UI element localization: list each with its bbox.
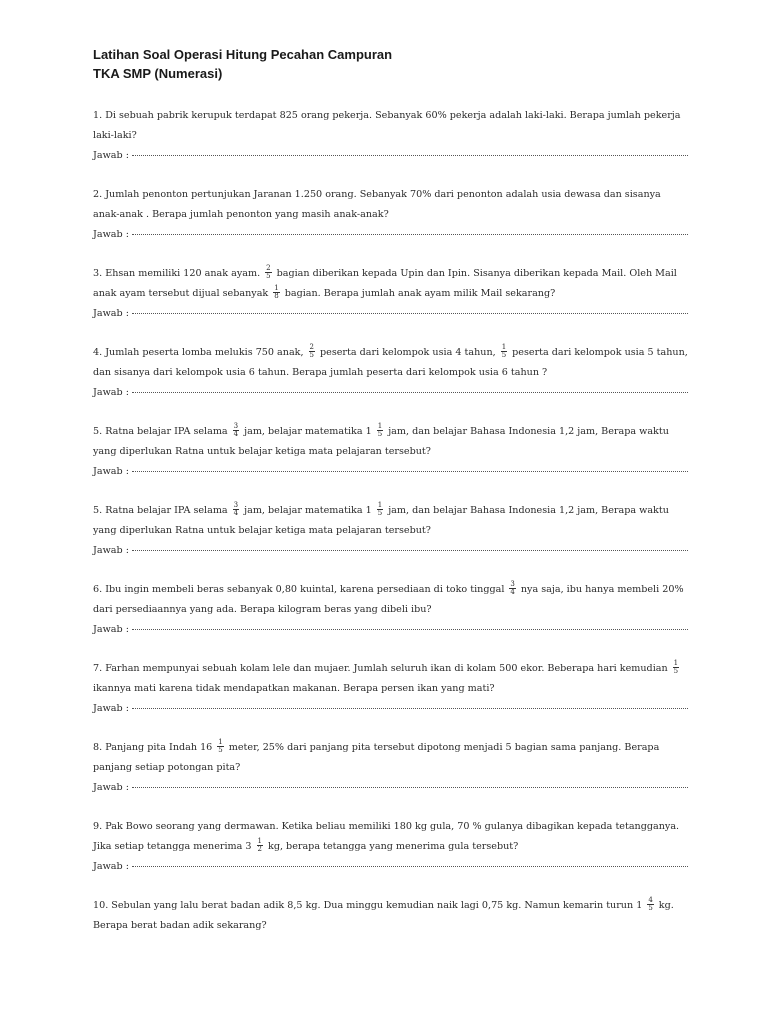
fraction-numerator: 1 <box>377 422 383 430</box>
answer-line[interactable] <box>93 541 688 561</box>
answer-label: Jawab : <box>93 703 129 714</box>
fraction-denominator: 4 <box>233 430 239 438</box>
question-text-segment: bagian diberikan kepada Upin dan Ipin. Sisanya diberikan kepada Mail. Oleh Mail anak ayam tersebut dijual sebanyak <box>93 268 677 299</box>
question-item <box>93 343 688 403</box>
answer-line[interactable] <box>93 146 688 166</box>
question-text <box>93 106 688 146</box>
answer-dotted-line[interactable] <box>132 707 688 709</box>
question-text-segment: 3. Ehsan memiliki 120 anak ayam. <box>93 268 261 279</box>
question-text-segment: jam, belajar matematika 1 <box>244 426 372 437</box>
fraction <box>233 502 239 517</box>
answer-line[interactable] <box>93 225 688 245</box>
fraction-denominator: 2 <box>257 845 262 853</box>
question-text-segment: 5. Ratna belajar IPA selama <box>93 505 228 516</box>
question-item <box>93 896 688 936</box>
question-text <box>93 896 688 936</box>
question-text-segment: peserta dari kelompok usia 4 tahun, <box>320 347 496 358</box>
question-text-segment: 4. Jumlah peserta lomba melukis 750 anak, <box>93 347 304 358</box>
fraction-denominator: 5 <box>218 746 223 754</box>
question-text <box>93 580 688 620</box>
fraction-denominator: 5 <box>377 509 383 517</box>
answer-label: Jawab : <box>93 150 129 161</box>
question-text-segment: kg. Berapa berat badan adik sekarang? <box>93 900 674 931</box>
question-item <box>93 106 688 166</box>
question-text-segment: 6. Ibu ingin membeli beras sebanyak 0,80 kuintal, karena persediaan di toko tinggal <box>93 584 505 595</box>
question-text-segment: jam, dan belajar Bahasa Indonesia 1,2 jam, Berapa waktu yang diperlukan Ratna untuk belajar ketiga mata pelajaran tersebut? <box>93 505 669 536</box>
fraction-numerator: 1 <box>377 501 383 509</box>
question-text <box>93 738 688 778</box>
fraction-denominator: 5 <box>309 351 315 359</box>
question-text-segment: 2. Jumlah penonton pertunjukan Jaranan 1.250 orang. Sebanyak 70% dari penonton adalah usia dewasa dan sisanya anak-anak . Berapa jumlah penonton yang masih anak-anak? <box>93 189 661 220</box>
question-text-segment: ikannya mati karena tidak mendapatkan makanan. Berapa persen ikan yang mati? <box>93 683 495 694</box>
answer-label: Jawab : <box>93 545 129 556</box>
answer-dotted-line[interactable] <box>132 549 688 551</box>
fraction-numerator: 3 <box>233 422 239 430</box>
fraction-denominator: 5 <box>673 667 679 675</box>
answer-label: Jawab : <box>93 624 129 635</box>
answer-label: Jawab : <box>93 466 129 477</box>
question-item <box>93 580 688 640</box>
fraction-numerator: 3 <box>233 501 239 509</box>
fraction <box>309 344 315 359</box>
question-text-segment: 8. Panjang pita Indah 16 <box>93 742 213 753</box>
fraction-denominator: 4 <box>233 509 239 517</box>
fraction-denominator: 5 <box>648 904 653 912</box>
fraction-numerator: 1 <box>218 738 223 746</box>
fraction-numerator: 2 <box>309 343 315 351</box>
question-text <box>93 817 688 857</box>
answer-line[interactable] <box>93 778 688 798</box>
fraction <box>647 897 653 912</box>
answer-line[interactable] <box>93 462 688 482</box>
question-list <box>93 106 688 936</box>
question-text-segment: peserta dari kelompok usia 5 tahun, dan sisanya dari kelompok usia 6 tahun. Berapa jumlah peserta dari kelompok usia 6 tahun ? <box>93 347 688 378</box>
answer-dotted-line[interactable] <box>132 391 688 393</box>
answer-dotted-line[interactable] <box>132 233 688 235</box>
question-text-segment: 1. Di sebuah pabrik kerupuk terdapat 825 orang pekerja. Sebanyak 60% pekerja adalah laki-laki. Berapa jumlah pekerja laki-laki? <box>93 110 681 141</box>
answer-label: Jawab : <box>93 229 129 240</box>
fraction-denominator: 4 <box>510 588 515 596</box>
answer-line[interactable] <box>93 304 688 324</box>
question-item <box>93 501 688 561</box>
fraction-numerator: 3 <box>510 580 515 588</box>
fraction-numerator: 1 <box>501 343 507 351</box>
question-text-segment: 9. Pak Bowo seorang yang dermawan. Ketika beliau memiliki 180 kg gula, 70 % gulanya dibagikan kepada tetangganya. Jika setiap tetangga menerima 3 <box>93 821 680 852</box>
question-item <box>93 817 688 877</box>
answer-dotted-line[interactable] <box>132 470 688 472</box>
fraction <box>217 739 223 754</box>
question-text-segment: 5. Ratna belajar IPA selama <box>93 426 228 437</box>
fraction-denominator: 8 <box>274 292 279 300</box>
worksheet-subtitle: TKA SMP (Numerasi) <box>93 66 223 81</box>
answer-line[interactable] <box>93 383 688 403</box>
answer-label: Jawab : <box>93 308 129 319</box>
fraction <box>501 344 507 359</box>
answer-dotted-line[interactable] <box>132 786 688 788</box>
fraction <box>233 423 239 438</box>
question-item <box>93 422 688 482</box>
question-item <box>93 185 688 245</box>
question-text-segment: kg, berapa tetangga yang menerima gula tersebut? <box>268 841 519 852</box>
answer-dotted-line[interactable] <box>132 312 688 314</box>
fraction-denominator: 5 <box>501 351 507 359</box>
answer-line[interactable] <box>93 620 688 640</box>
answer-dotted-line[interactable] <box>132 154 688 156</box>
question-text <box>93 659 688 699</box>
fraction-numerator: 2 <box>266 264 271 272</box>
answer-line[interactable] <box>93 857 688 877</box>
worksheet-header <box>93 45 688 83</box>
fraction-denominator: 5 <box>266 272 271 280</box>
question-item <box>93 738 688 798</box>
fraction-numerator: 1 <box>673 659 679 667</box>
fraction <box>377 423 383 438</box>
question-text <box>93 264 688 304</box>
question-text-segment: bagian. Berapa jumlah anak ayam milik Mail sekarang? <box>284 288 556 299</box>
question-item <box>93 264 688 324</box>
fraction <box>265 265 271 280</box>
question-text <box>93 343 688 383</box>
answer-dotted-line[interactable] <box>132 865 688 867</box>
fraction-numerator: 1 <box>257 837 262 845</box>
fraction-numerator: 4 <box>648 896 653 904</box>
question-text-segment: nya saja, ibu hanya membeli 20% dari persediaannya yang ada. Berapa kilogram beras yang dibeli ibu? <box>93 584 684 615</box>
fraction-denominator: 5 <box>377 430 383 438</box>
question-text <box>93 501 688 541</box>
answer-label: Jawab : <box>93 861 129 872</box>
worksheet-title: Latihan Soal Operasi Hitung Pecahan Campuran <box>93 47 393 62</box>
fraction <box>273 285 279 300</box>
question-text-segment: 10. Sebulan yang lalu berat badan adik 8,5 kg. Dua minggu kemudian naik lagi 0,75 kg. Namun kemarin turun 1 <box>93 900 643 911</box>
answer-dotted-line[interactable] <box>132 628 688 630</box>
question-text-segment: meter, 25% dari panjang pita tersebut dipotong menjadi 5 bagian sama panjang. Berapa panjang setiap potongan pita? <box>93 742 660 773</box>
fraction <box>673 660 679 675</box>
fraction <box>257 838 263 853</box>
question-text <box>93 185 688 225</box>
question-text-segment: jam, dan belajar Bahasa Indonesia 1,2 jam, Berapa waktu yang diperlukan Ratna untuk belajar ketiga mata pelajaran tersebut? <box>93 426 669 457</box>
answer-label: Jawab : <box>93 387 129 398</box>
fraction <box>377 502 383 517</box>
fraction-numerator: 1 <box>274 284 279 292</box>
answer-label: Jawab : <box>93 782 129 793</box>
question-text-segment: 7. Farhan mempunyai sebuah kolam lele dan mujaer. Jumlah seluruh ikan di kolam 500 ekor. Beberapa hari kemudian <box>93 663 668 674</box>
question-item <box>93 659 688 719</box>
question-text <box>93 422 688 462</box>
fraction <box>509 581 515 596</box>
question-text-segment: jam, belajar matematika 1 <box>244 505 372 516</box>
answer-line[interactable] <box>93 699 688 719</box>
